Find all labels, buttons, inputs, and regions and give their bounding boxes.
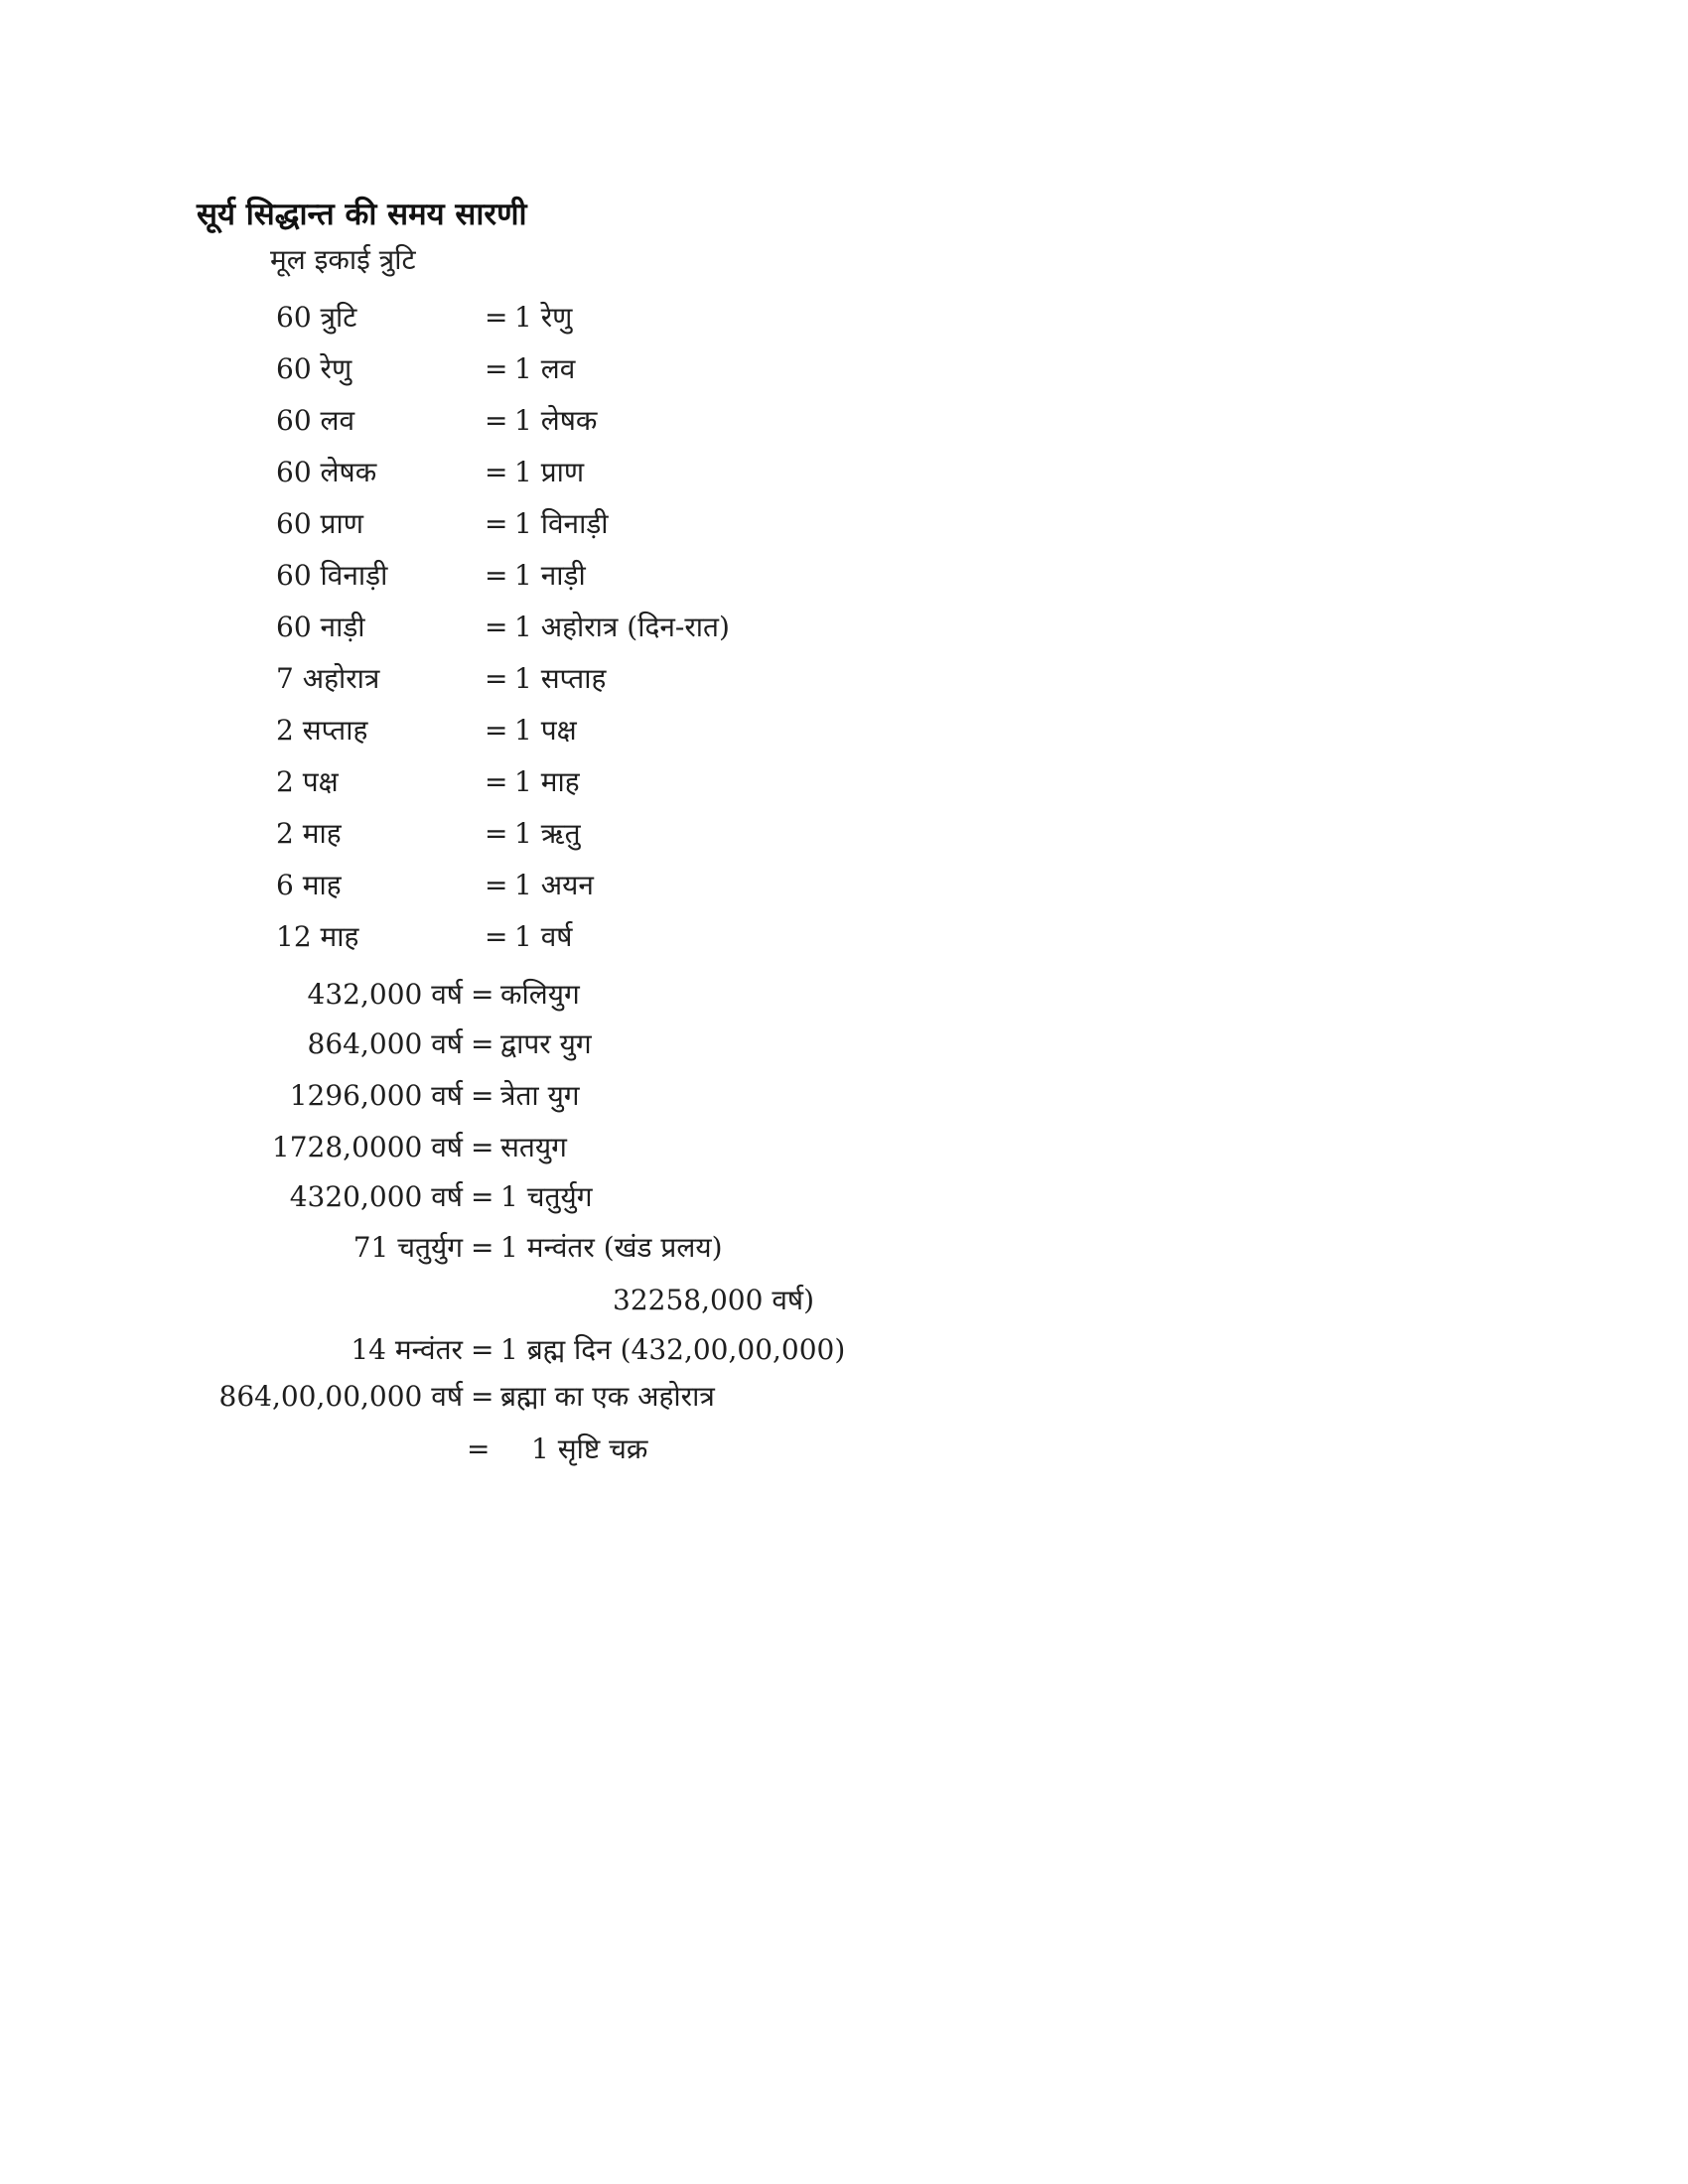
row-lhs: 4320,000 वर्ष — [289, 1180, 463, 1213]
row-rhs: 1 सृष्टि चक्र — [531, 1433, 648, 1465]
equals-sign: = — [485, 611, 508, 643]
row-rhs: 1 सप्ताह — [514, 662, 607, 695]
conversion-row — [0, 814, 1688, 854]
row-lhs: 60 प्राण — [276, 507, 363, 540]
yuga-row — [0, 1024, 1688, 1064]
equals-sign: = — [485, 920, 508, 953]
row-rhs: 1 विनाड़ी — [514, 507, 609, 540]
equals-sign: = — [485, 869, 508, 901]
conversion-row — [0, 504, 1688, 544]
equals-sign: = — [471, 978, 494, 1011]
row-lhs: 432,000 वर्ष — [307, 978, 463, 1011]
yuga-row — [0, 1177, 1688, 1217]
conversion-row — [0, 711, 1688, 751]
conversion-row — [0, 866, 1688, 905]
base-unit-label: मूल इकाई त्रुटि — [270, 243, 416, 276]
equals-sign: = — [485, 507, 508, 540]
equals-sign: = — [485, 456, 508, 488]
equals-sign: = — [485, 301, 508, 334]
row-rhs: 1 अयन — [514, 869, 594, 901]
equals-sign: = — [471, 1380, 494, 1413]
row-rhs: सतयुग — [500, 1131, 567, 1163]
row-rhs: 1 ऋतु — [514, 817, 581, 850]
equals-sign: = — [485, 765, 508, 798]
row-lhs: 60 त्रुटि — [276, 301, 357, 334]
manvantara-years: 32258,000 वर्ष) — [613, 1284, 814, 1316]
equals-sign: = — [467, 1433, 491, 1465]
conversion-row — [0, 298, 1688, 338]
brahma-row — [0, 1377, 1688, 1417]
equals-sign: = — [471, 1027, 494, 1060]
row-lhs: 60 लेषक — [276, 456, 377, 488]
yuga-row — [0, 1228, 1688, 1268]
row-rhs: त्रेता युग — [500, 1079, 580, 1112]
final-row — [0, 1430, 1688, 1469]
row-rhs: 1 नाड़ी — [514, 559, 586, 592]
row-lhs: 71 चतुर्युग — [352, 1231, 463, 1264]
row-lhs: 2 पक्ष — [276, 765, 339, 798]
row-rhs: 1 अहोरात्र (दिन-रात) — [514, 611, 730, 643]
yuga-row — [0, 1128, 1688, 1167]
row-lhs: 60 रेणु — [276, 352, 352, 385]
equals-sign: = — [471, 1231, 494, 1264]
row-lhs: 2 माह — [276, 817, 342, 850]
conversion-row — [0, 762, 1688, 802]
yuga-row — [0, 975, 1688, 1015]
row-rhs: ब्रह्मा का एक अहोरात्र — [500, 1380, 715, 1413]
brahma-row — [0, 1330, 1688, 1370]
row-rhs: 1 लव — [514, 352, 576, 385]
equals-sign: = — [485, 352, 508, 385]
row-lhs: 60 लव — [276, 404, 355, 437]
conversion-row — [0, 453, 1688, 492]
conversion-row — [0, 349, 1688, 389]
equals-sign: = — [485, 662, 508, 695]
yuga-row — [0, 1076, 1688, 1116]
row-lhs: 864,00,00,000 वर्ष — [218, 1380, 463, 1413]
equals-sign: = — [471, 1180, 494, 1213]
row-rhs: कलियुग — [500, 978, 580, 1011]
equals-sign: = — [471, 1333, 494, 1366]
row-rhs: 1 मन्वंतर (खंड प्रलय) — [500, 1231, 723, 1264]
equals-sign: = — [485, 714, 508, 747]
row-rhs: 1 चतुर्युग — [500, 1180, 593, 1213]
row-rhs: 1 प्राण — [514, 456, 585, 488]
row-lhs: 6 माह — [276, 869, 342, 901]
row-lhs: 60 विनाड़ी — [276, 559, 388, 592]
equals-sign: = — [485, 559, 508, 592]
row-rhs: 1 लेषक — [514, 404, 598, 437]
conversion-row — [0, 608, 1688, 647]
conversion-row — [0, 917, 1688, 957]
equals-sign: = — [485, 404, 508, 437]
row-lhs: 60 नाड़ी — [276, 611, 365, 643]
row-rhs: 1 माह — [514, 765, 580, 798]
row-rhs: द्वापर युग — [500, 1027, 592, 1060]
row-lhs: 14 मन्वंतर — [351, 1333, 463, 1366]
conversion-row — [0, 556, 1688, 596]
row-lhs: 12 माह — [276, 920, 359, 953]
row-rhs: 1 वर्ष — [514, 920, 573, 953]
row-rhs: 1 पक्ष — [514, 714, 577, 747]
row-rhs: 1 ब्रह्म दिन (432,00,00,000) — [500, 1333, 846, 1366]
page-title: सूर्य सिद्धान्त की समय सारणी — [197, 197, 527, 232]
row-rhs: 1 रेणु — [514, 301, 573, 334]
conversion-row — [0, 401, 1688, 441]
row-lhs: 864,000 वर्ष — [307, 1027, 463, 1060]
equals-sign: = — [485, 817, 508, 850]
equals-sign: = — [471, 1079, 494, 1112]
row-lhs: 7 अहोरात्र — [276, 662, 380, 695]
equals-sign: = — [471, 1131, 494, 1163]
row-lhs: 1296,000 वर्ष — [289, 1079, 463, 1112]
conversion-row — [0, 659, 1688, 699]
row-lhs: 2 सप्ताह — [276, 714, 368, 747]
row-lhs: 1728,0000 वर्ष — [271, 1131, 463, 1163]
